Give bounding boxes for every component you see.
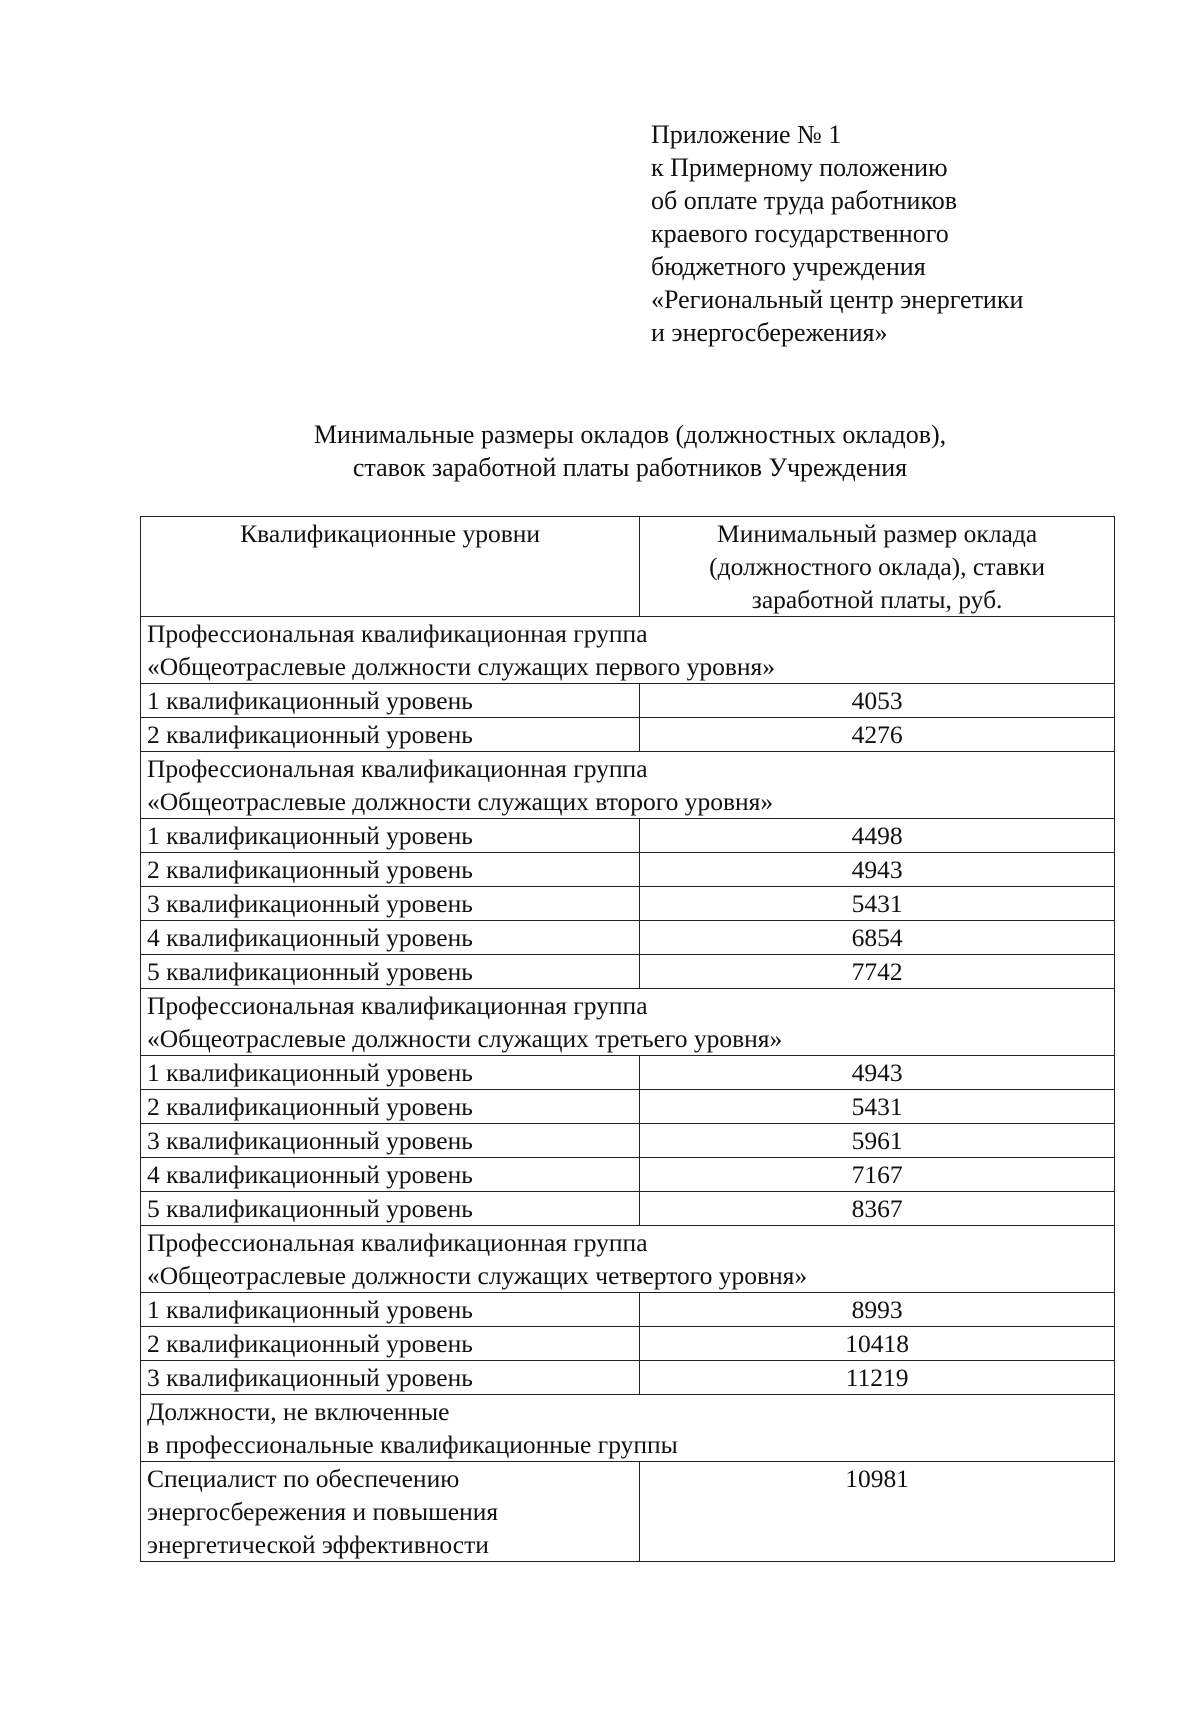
group-title-line: в профессиональные квалификационные группы <box>147 1430 678 1459</box>
header-levels: Квалификационные уровни <box>141 517 640 617</box>
level-cell <box>141 1462 640 1562</box>
header-salary-line: Минимальный размер оклада <box>717 519 1038 548</box>
table-row <box>141 1124 1115 1158</box>
salary-cell: 4943 <box>640 1056 1115 1090</box>
table-row <box>141 1293 1115 1327</box>
table-row <box>141 887 1115 921</box>
salary-cell: 4943 <box>640 853 1115 887</box>
group-title-line: Профессиональная квалификационная группа <box>147 619 648 648</box>
salary-cell: 8367 <box>640 1192 1115 1226</box>
table-row <box>141 955 1115 989</box>
group-title-line: Профессиональная квалификационная группа <box>147 1228 648 1257</box>
header-salary-line: заработной платы, руб. <box>751 585 1003 614</box>
appendix-line: бюджетного учреждения <box>651 252 926 281</box>
table-row <box>141 1361 1115 1395</box>
level-cell: 2 квалификационный уровень <box>141 853 640 887</box>
salary-cell: 11219 <box>640 1361 1115 1395</box>
level-cell: 2 квалификационный уровень <box>141 1327 640 1361</box>
header-salary <box>640 517 1115 617</box>
salary-cell: 10418 <box>640 1327 1115 1361</box>
salary-cell: 5431 <box>640 887 1115 921</box>
document-title <box>140 418 1120 484</box>
table-row <box>141 1462 1115 1562</box>
appendix-line: и энергосбережения» <box>651 318 888 347</box>
salary-cell: 8993 <box>640 1293 1115 1327</box>
group-title-line: Должности, не включенные <box>147 1397 450 1426</box>
group-title <box>141 1226 1115 1293</box>
group-title-line: «Общеотраслевые должности служащих второго уровня» <box>147 787 774 816</box>
table-header-row <box>141 517 1115 617</box>
level-cell-line: энергосбережения и повышения <box>147 1497 499 1526</box>
group-header-row <box>141 617 1115 684</box>
group-header-row <box>141 989 1115 1056</box>
table-row <box>141 853 1115 887</box>
salary-cell: 5431 <box>640 1090 1115 1124</box>
appendix-block <box>651 118 1023 349</box>
salary-cell: 7742 <box>640 955 1115 989</box>
appendix-line: Приложение № 1 <box>651 120 842 149</box>
level-cell: 1 квалификационный уровень <box>141 1056 640 1090</box>
salary-cell: 10981 <box>640 1462 1115 1562</box>
salary-cell: 4498 <box>640 819 1115 853</box>
header-salary-line: (должностного оклада), ставки <box>709 552 1046 581</box>
document-title-line-1: Минимальные размеры окладов (должностных окладов), <box>313 420 947 449</box>
salary-cell: 7167 <box>640 1158 1115 1192</box>
salary-cell: 4276 <box>640 718 1115 752</box>
level-cell: 3 квалификационный уровень <box>141 1124 640 1158</box>
group-title-line: Профессиональная квалификационная группа <box>147 754 648 783</box>
document-title-line-2: ставок заработной платы работников Учреждения <box>352 453 908 482</box>
group-header-row <box>141 752 1115 819</box>
group-title-line: «Общеотраслевые должности служащих первого уровня» <box>147 652 775 681</box>
group-title <box>141 989 1115 1056</box>
level-cell-line: энергетической эффективности <box>147 1530 489 1559</box>
appendix-line: «Региональный центр энергетики <box>651 285 1024 314</box>
group-header-row <box>141 1395 1115 1462</box>
table-row <box>141 1158 1115 1192</box>
group-title-line: Профессиональная квалификационная группа <box>147 991 648 1020</box>
group-title <box>141 752 1115 819</box>
group-title <box>141 617 1115 684</box>
appendix-line: краевого государственного <box>651 219 949 248</box>
table-row <box>141 718 1115 752</box>
level-cell: 4 квалификационный уровень <box>141 1158 640 1192</box>
level-cell: 1 квалификационный уровень <box>141 684 640 718</box>
level-cell: 3 квалификационный уровень <box>141 887 640 921</box>
group-title-line: «Общеотраслевые должности служащих четвертого уровня» <box>147 1261 808 1290</box>
salary-cell: 6854 <box>640 921 1115 955</box>
level-cell: 1 квалификационный уровень <box>141 1293 640 1327</box>
table-row <box>141 921 1115 955</box>
table-row <box>141 1090 1115 1124</box>
level-cell: 5 квалификационный уровень <box>141 955 640 989</box>
salary-cell: 4053 <box>640 684 1115 718</box>
table-row <box>141 1192 1115 1226</box>
table-row <box>141 819 1115 853</box>
table-row <box>141 1056 1115 1090</box>
group-title-line: «Общеотраслевые должности служащих третьего уровня» <box>147 1024 783 1053</box>
group-header-row <box>141 1226 1115 1293</box>
level-cell: 3 квалификационный уровень <box>141 1361 640 1395</box>
group-title <box>141 1395 1115 1462</box>
level-cell: 2 квалификационный уровень <box>141 1090 640 1124</box>
level-cell: 4 квалификационный уровень <box>141 921 640 955</box>
level-cell: 1 квалификационный уровень <box>141 819 640 853</box>
level-cell-line: Специалист по обеспечению <box>147 1464 460 1493</box>
salary-cell: 5961 <box>640 1124 1115 1158</box>
level-cell: 5 квалификационный уровень <box>141 1192 640 1226</box>
salary-table <box>140 516 1115 1562</box>
level-cell: 2 квалификационный уровень <box>141 718 640 752</box>
table-row <box>141 1327 1115 1361</box>
appendix-line: к Примерному положению <box>651 153 948 182</box>
appendix-line: об оплате труда работников <box>651 186 958 215</box>
table-row <box>141 684 1115 718</box>
